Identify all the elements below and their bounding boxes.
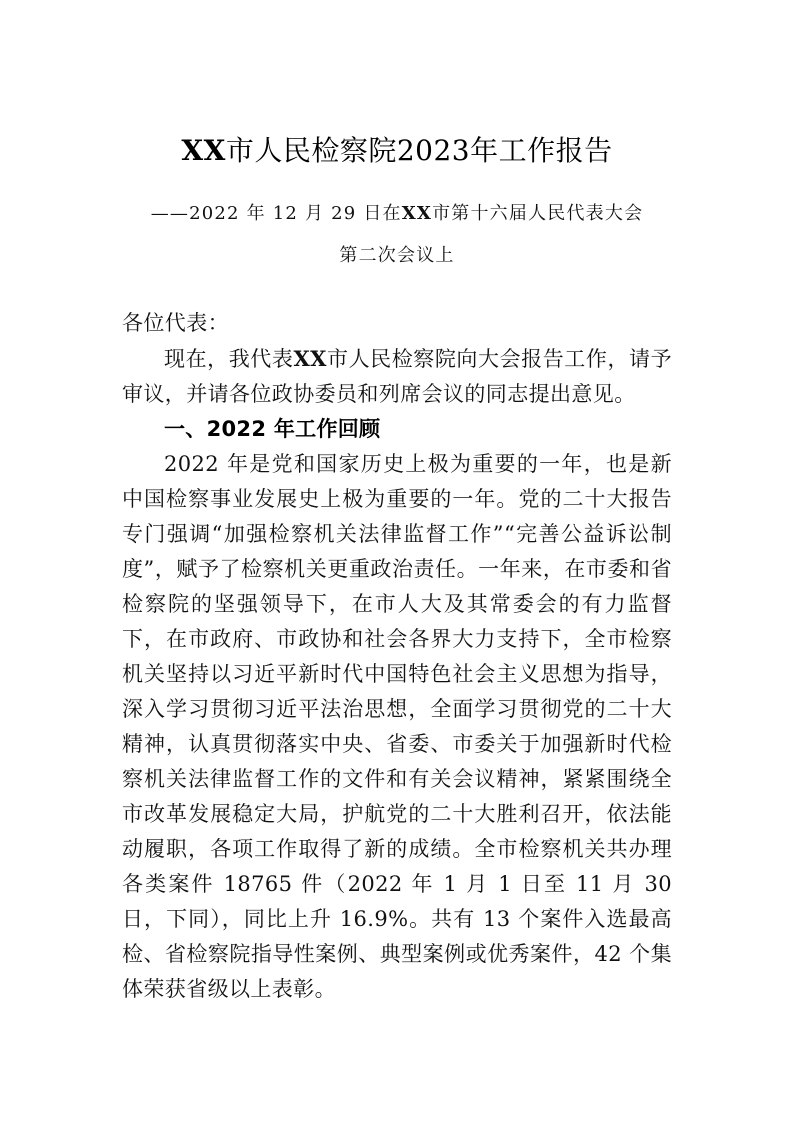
paragraph-intro: 现在，我代表XX市人民检察院向大会报告工作，请予审议，并请各位政协委员和列席会议的同志提出意见。 [122, 346, 672, 406]
subtitle-line-2: 第二次会议上 [339, 245, 455, 266]
section-heading-work-review: 一、2022 年工作回顾 [164, 417, 381, 441]
page-title: XX市人民检察院2023年工作报告 [181, 134, 613, 167]
subtitle-line-1: ——2022 年 12 月 29 日在XX市第十六届人民代表大会 [150, 203, 644, 224]
salutation: 各位代表： [122, 311, 229, 335]
document-content [122, 0, 672, 1007]
document-subtitle [122, 194, 672, 276]
paragraph-work-review-body: 2022 年是党和国家历史上极为重要的一年，也是新中国检察事业发展史上极为重要的一年。党的二十大报告专门强调“加强检察机关法律监督工作”“完善公益诉讼制度”，赋予了检察机关更重政治责任。一年来，在市委和省检察院的坚强领导下，在市人大及其常委会的有力监督下，在市政府、市政协和社会各界大力支持下，全市检察机关坚持以习近平新时代中国特色社会主义思想为指导，深入学习贯彻习近平法治思想，全面学习贯彻党的二十大精神，认真贯彻落实中央、省委、市委关于加强新时代检察机关法律监督工作的文件和有关会议精神，紧紧围绕全市改革发展稳定大局，护航党的二十大胜利召开，依法能动履职，各项工作取得了新的成绩。全市检察机关共办理各类案件 18765 件（2022 年 1 月 1 日至 11 月 30 日，下同），同比上升 16.9%。共有 13 个案件入选最高检、省检察院指导性案例、典型案例或优秀案件，42 个集体荣获省级以上表彰。 [122, 452, 672, 1001]
